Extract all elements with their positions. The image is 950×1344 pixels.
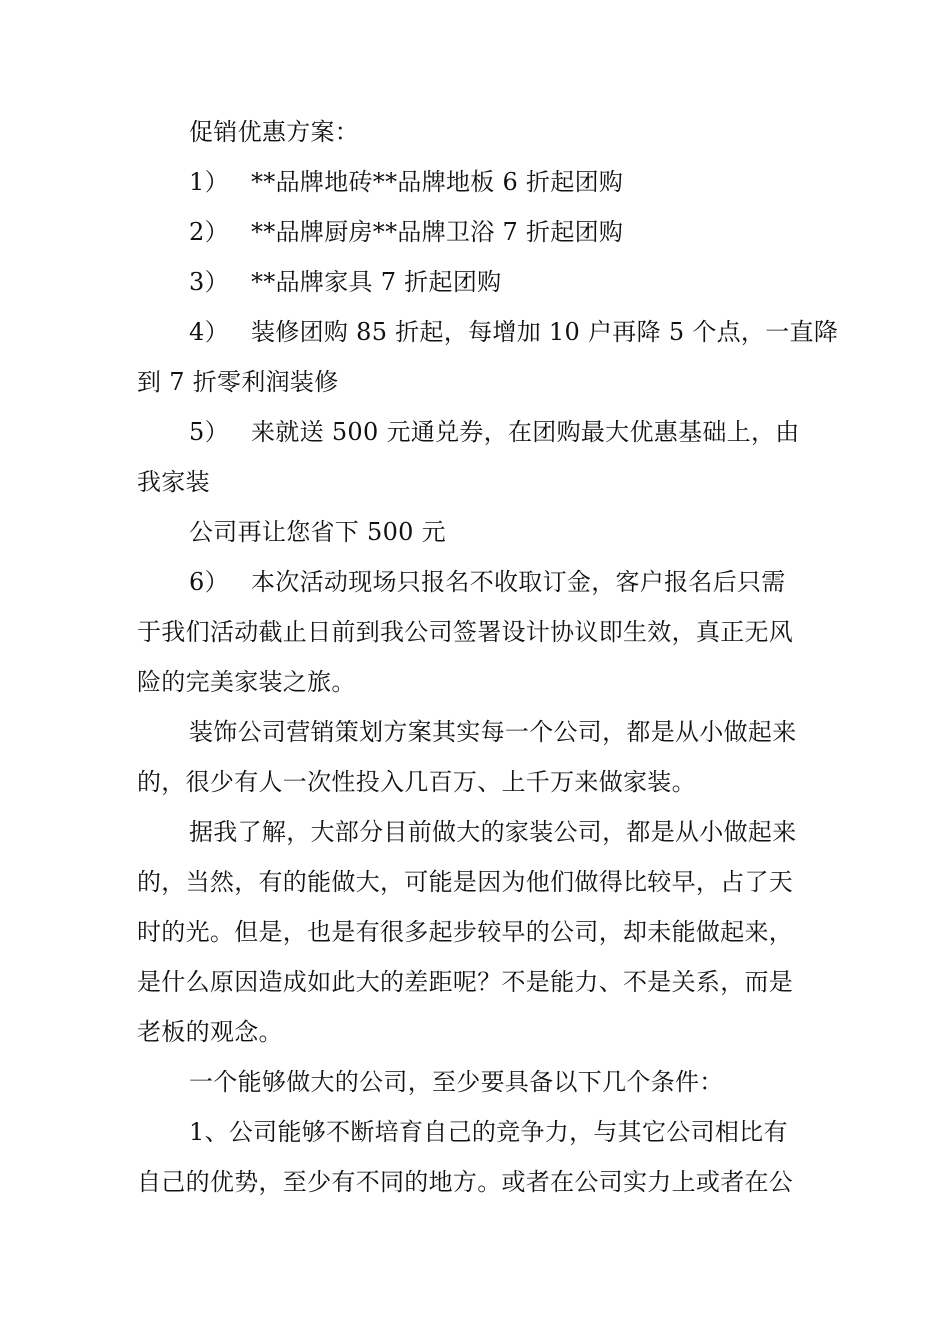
- list-item-number: 3）: [189, 268, 229, 296]
- company-line: 公司再让您省下 500 元: [189, 518, 446, 546]
- paragraph-3: 一个能够做大的公司，至少要具备以下几个条件：: [189, 1068, 724, 1096]
- paragraph-2-line-4: 是什么原因造成如此大的差距呢？不是能力、不是关系，而是: [137, 968, 794, 996]
- list-item-2: [189, 217, 623, 247]
- list-item-number: 1）: [189, 168, 229, 196]
- list-item-4-continued: 到 7 折零利润装修: [137, 368, 339, 396]
- list-item-text: 本次活动现场只报名不收取订金，客户报名后只需: [251, 568, 786, 596]
- list-item-text: **品牌家具 7 折起团购: [251, 268, 502, 296]
- paragraph-1-line-1: 装饰公司营销策划方案其实每一个公司，都是从小做起来: [189, 718, 797, 746]
- list-item-5: [189, 417, 800, 447]
- paragraph-2-line-1: 据我了解，大部分目前做大的家装公司，都是从小做起来: [189, 818, 797, 846]
- list-item-3: [189, 267, 501, 297]
- list-item-text: 来就送 500 元通兑券，在团购最大优惠基础上，由: [251, 418, 800, 446]
- list-item-number: 5）: [189, 418, 229, 446]
- list-item-number: 2）: [189, 218, 229, 246]
- paragraph-1-line-2: 的，很少有人一次性投入几百万、上千万来做家装。: [137, 768, 696, 796]
- list-item-6: [189, 567, 786, 597]
- list-item-6-continued-2: 险的完美家装之旅。: [137, 668, 356, 696]
- list-item-1: [189, 167, 623, 197]
- list-item-text: **品牌地砖**品牌地板 6 折起团购: [251, 168, 624, 196]
- paragraph-2-line-3: 时的光。但是，也是有很多起步较早的公司，却未能做起来，: [137, 918, 794, 946]
- list-item-5-continued: 我家装: [137, 468, 210, 496]
- list-item-text: 装修团购 85 折起，每增加 10 户再降 5 个点，一直降: [251, 318, 839, 346]
- list-item-number: 4）: [189, 318, 229, 346]
- paragraph-4-line-1: 1、公司能够不断培育自己的竞争力，与其它公司相比有: [189, 1118, 788, 1146]
- paragraph-2-line-5: 老板的观念。: [137, 1018, 283, 1046]
- promo-heading: 促销优惠方案：: [189, 118, 360, 146]
- list-item-text: **品牌厨房**品牌卫浴 7 折起团购: [251, 218, 624, 246]
- list-item-number: 6）: [189, 568, 229, 596]
- paragraph-4-line-2: 自己的优势，至少有不同的地方。或者在公司实力上或者在公: [137, 1168, 794, 1196]
- list-item-6-continued: 于我们活动截止日前到我公司签署设计协议即生效，真正无风: [137, 618, 794, 646]
- paragraph-2-line-2: 的，当然，有的能做大，可能是因为他们做得比较早，占了天: [137, 868, 794, 896]
- list-item-4: [189, 317, 838, 347]
